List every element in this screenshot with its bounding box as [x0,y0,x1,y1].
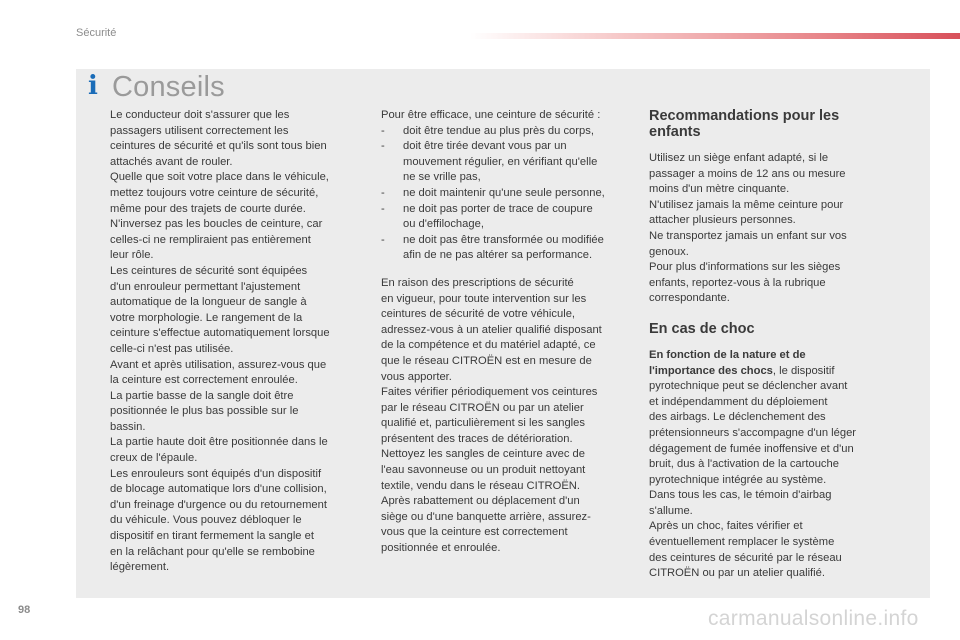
watermark: carmanualsonline.info [708,607,919,630]
belt-requirements-list [381,124,633,264]
paragraph: N'inversez pas les boucles de ceinture, car celles-ci ne rempliraient pas entièrement leur rôle. [110,218,323,262]
paragraph: Après un choc, faites vérifier et éventuellement remplacer le système des ceintures de sécurité par le réseau CITROËN ou par un atelier qualifié. [649,520,842,580]
list-intro: Pour être efficace, une ceinture de sécurité : [381,109,601,121]
dash-marker: - [381,124,385,137]
column-children-and-crash [649,108,885,582]
crash-lead-rest: , le dispositif pyrotechnique peut se déclencher avant et indépendamment du déploiement des airbags. Le déclenchement des prétensionneurs s'accompagne d'un léger dégagement de fumée inoffensive et d'un bruit, dus à l'activation de la cartouche pyrotechnique intégrée au système. [649,364,857,486]
header-gradient-rule [470,33,960,39]
dash-marker: - [381,202,385,215]
paragraph: N'utilisez jamais la même ceinture pour attacher plusieurs personnes. [649,198,844,227]
paragraph: Pour plus d'informations sur les sièges enfants, reportez-vous à la rubrique correspondante. [649,261,841,305]
section-header: Sécurité [76,27,117,39]
paragraph: Après rabattement ou déplacement d'un siège ou d'une banquette arrière, assurez- vous que la ceinture est correctement positionnée et enroulée. [381,495,591,555]
dash-marker: - [381,186,385,199]
list-item [381,124,633,140]
paragraph: Les ceintures de sécurité sont équipées d'un enrouleur permettant l'ajustement automatique de la longueur de sangle à votre morphologie. Le rangement de la ceinture s'effectue automatiquement lorsque celle-ci n'est pas utilisée. [110,264,330,355]
crash-lead: En fonction de la nature et de l'importance des chocs [649,348,806,377]
list-item-text: doit être tendue au plus près du corps, [403,124,594,137]
info-icon: i [88,71,98,101]
paragraph: Avant et après utilisation, assurez-vous que la ceinture est correctement enroulée. [110,358,327,387]
page-number: 98 [18,604,31,616]
paragraph: La partie basse de la sangle doit être positionnée le plus bas possible sur le bassin. [110,389,299,433]
list-item [381,139,633,186]
column-belt-effectiveness [381,108,633,557]
list-item-text: ne doit pas porter de trace de coupure ou d'effilochage, [403,202,593,231]
paragraph: Utilisez un siège enfant adapté, si le passager a moins de 12 ans ou mesure moins d'un mètre cinquante. [649,152,846,196]
dash-marker: - [381,140,385,153]
paragraph: Quelle que soit votre place dans le véhicule, mettez toujours votre ceinture de sécurité, même pour des trajets de courte durée. [110,171,329,215]
paragraph: En raison des prescriptions de sécurité en vigueur, pour toute intervention sur les ceintures de sécurité de votre véhicule, adressez-vous à un atelier qualifié disposant de la compétence et du matériel adapté, ce que le réseau CITROËN est en mesure de vous apporter. [381,276,602,383]
dash-marker: - [381,233,385,246]
crash-heading: En cas de choc [649,320,755,337]
list-item-text: doit être tirée devant vous par un mouvement régulier, en vérifiant qu'elle ne se vrille pas, [403,140,598,184]
paragraph: Nettoyez les sangles de ceinture avec de l'eau savonneuse ou un produit nettoyant textile, vendu dans le réseau CITROËN. [381,448,586,492]
list-item [381,233,633,264]
list-item [381,186,633,202]
paragraph: Faites vérifier périodiquement vos ceintures par le réseau CITROËN ou par un atelier qualifié et, particulièrement si les sangles présentent des traces de détérioration. [381,386,598,445]
paragraph: La partie haute doit être positionnée dans le creux de l'épaule. [110,436,328,465]
children-heading: Recommandations pour les enfants [649,108,840,140]
paragraph: Les enrouleurs sont équipés d'un dispositif de blocage automatique lors d'une collision, d'un freinage d'urgence ou du retournement du véhicule. Vous pouvez débloquer le dispositif en tirant fermement la sangle et en la relâchant pour qu'elle se rembobine légèrement. [110,467,327,574]
paragraph: Le conducteur doit s'assurer que les passagers utilisent correctement les ceintures de sécurité et qu'ils sont tous bien attachés avant de rouler. [110,109,327,168]
crash-paragraph [649,348,885,488]
list-item-text: ne doit maintenir qu'une seule personne, [403,186,605,199]
list-item [381,202,633,233]
column-driver-advice [110,108,358,576]
panel-title: Conseils [112,71,225,103]
paragraph: Ne transportez jamais un enfant sur vos genoux. [649,229,847,258]
list-item-text: ne doit pas être transformée ou modifiée afin de ne pas altérer sa performance. [403,233,604,262]
paragraph: Dans tous les cas, le témoin d'airbag s'allume. [649,489,832,517]
